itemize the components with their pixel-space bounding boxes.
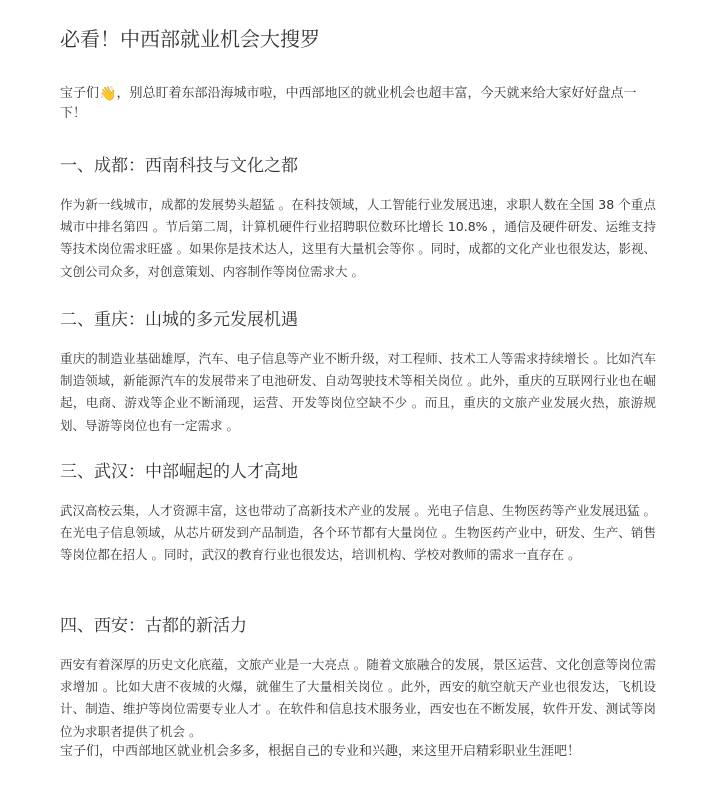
section-chengdu: [60, 154, 656, 283]
section-body: 武汉高校云集，人才资源丰富，这也带动了高新技术产业的发展 。光电子信息、生物医药等产业发展迅猛 。在光电子信息领域，从芯片研发到产品制造，各个环节都有大量岗位 。生物医药产业中，研发、生产、销售等岗位都在招人 。同时，武汉的教育行业也很发达，培训机构、学校对教师的需求一直存在 。: [60, 503, 656, 563]
intro-text-start: 宝子们: [60, 86, 100, 101]
waving-hand-icon: 👋: [99, 86, 117, 102]
section-body: 西安有着深厚的历史文化底蕴，文旅产业是一大亮点 。随着文旅融合的发展，景区运营、文化创意等岗位需求增加 。比如大唐不夜城的火爆，就催生了大量相关岗位 。此外，西安的航空航天产业也很发达，飞机设计、制造、维护等岗位需要专业人才 。在软件和信息技术服务业，西安也在不断发展，软件开发、测试等岗位为求职者提供了机会 。: [60, 657, 656, 739]
section-xian: [60, 614, 656, 743]
section-heading: 二、重庆：山城的多元发展机遇: [60, 310, 298, 330]
section-heading: 三、武汉：中部崛起的人才高地: [60, 462, 298, 482]
intro-text-rest: ，别总盯着东部沿海城市啦，中西部地区的就业机会也超丰富，今天就来给大家好好盘点一下！: [60, 86, 637, 121]
section-wuhan: [60, 460, 656, 567]
section-heading: 一、成都：西南科技与文化之都: [60, 156, 298, 176]
section-chongqing: [60, 308, 656, 437]
intro-paragraph: [60, 84, 656, 124]
page-title: 必看！中西部就业机会大搜罗: [60, 27, 320, 51]
conclusion-paragraph: 宝子们，中西部地区就业机会多多，根据自己的专业和兴趣，来这里开启精彩职业生涯吧！: [60, 744, 581, 759]
section-heading: 四、西安：古都的新活力: [60, 616, 247, 636]
section-body: 作为新一线城市，成都的发展势头超猛 。在科技领域，人工智能行业发展迅速，求职人数在全国 38 个重点城市中排名第四 。节后第二周，计算机硬件行业招聘职位数环比增长 10.8% ，通信及硬件研发、运维支持等技术岗位需求旺盛 。如果你是技术达人，这里有大量机会等你 。同时，成都的文化产业也很发达，影视、文创公司众多，对创意策划、内容制作等岗位需求大 。: [60, 197, 656, 279]
section-body: 重庆的制造业基础雄厚，汽车、电子信息等产业不断升级，对工程师、技术工人等需求持续增长 。比如汽车制造领域，新能源汽车的发展带来了电池研发、自动驾驶技术等相关岗位 。此外，重庆的互联网行业也在崛起，电商、游戏等企业不断涌现，运营、开发等岗位空缺不少 。而且，重庆的文旅产业发展火热，旅游规划、导游等岗位也有一定需求 。: [60, 351, 656, 433]
